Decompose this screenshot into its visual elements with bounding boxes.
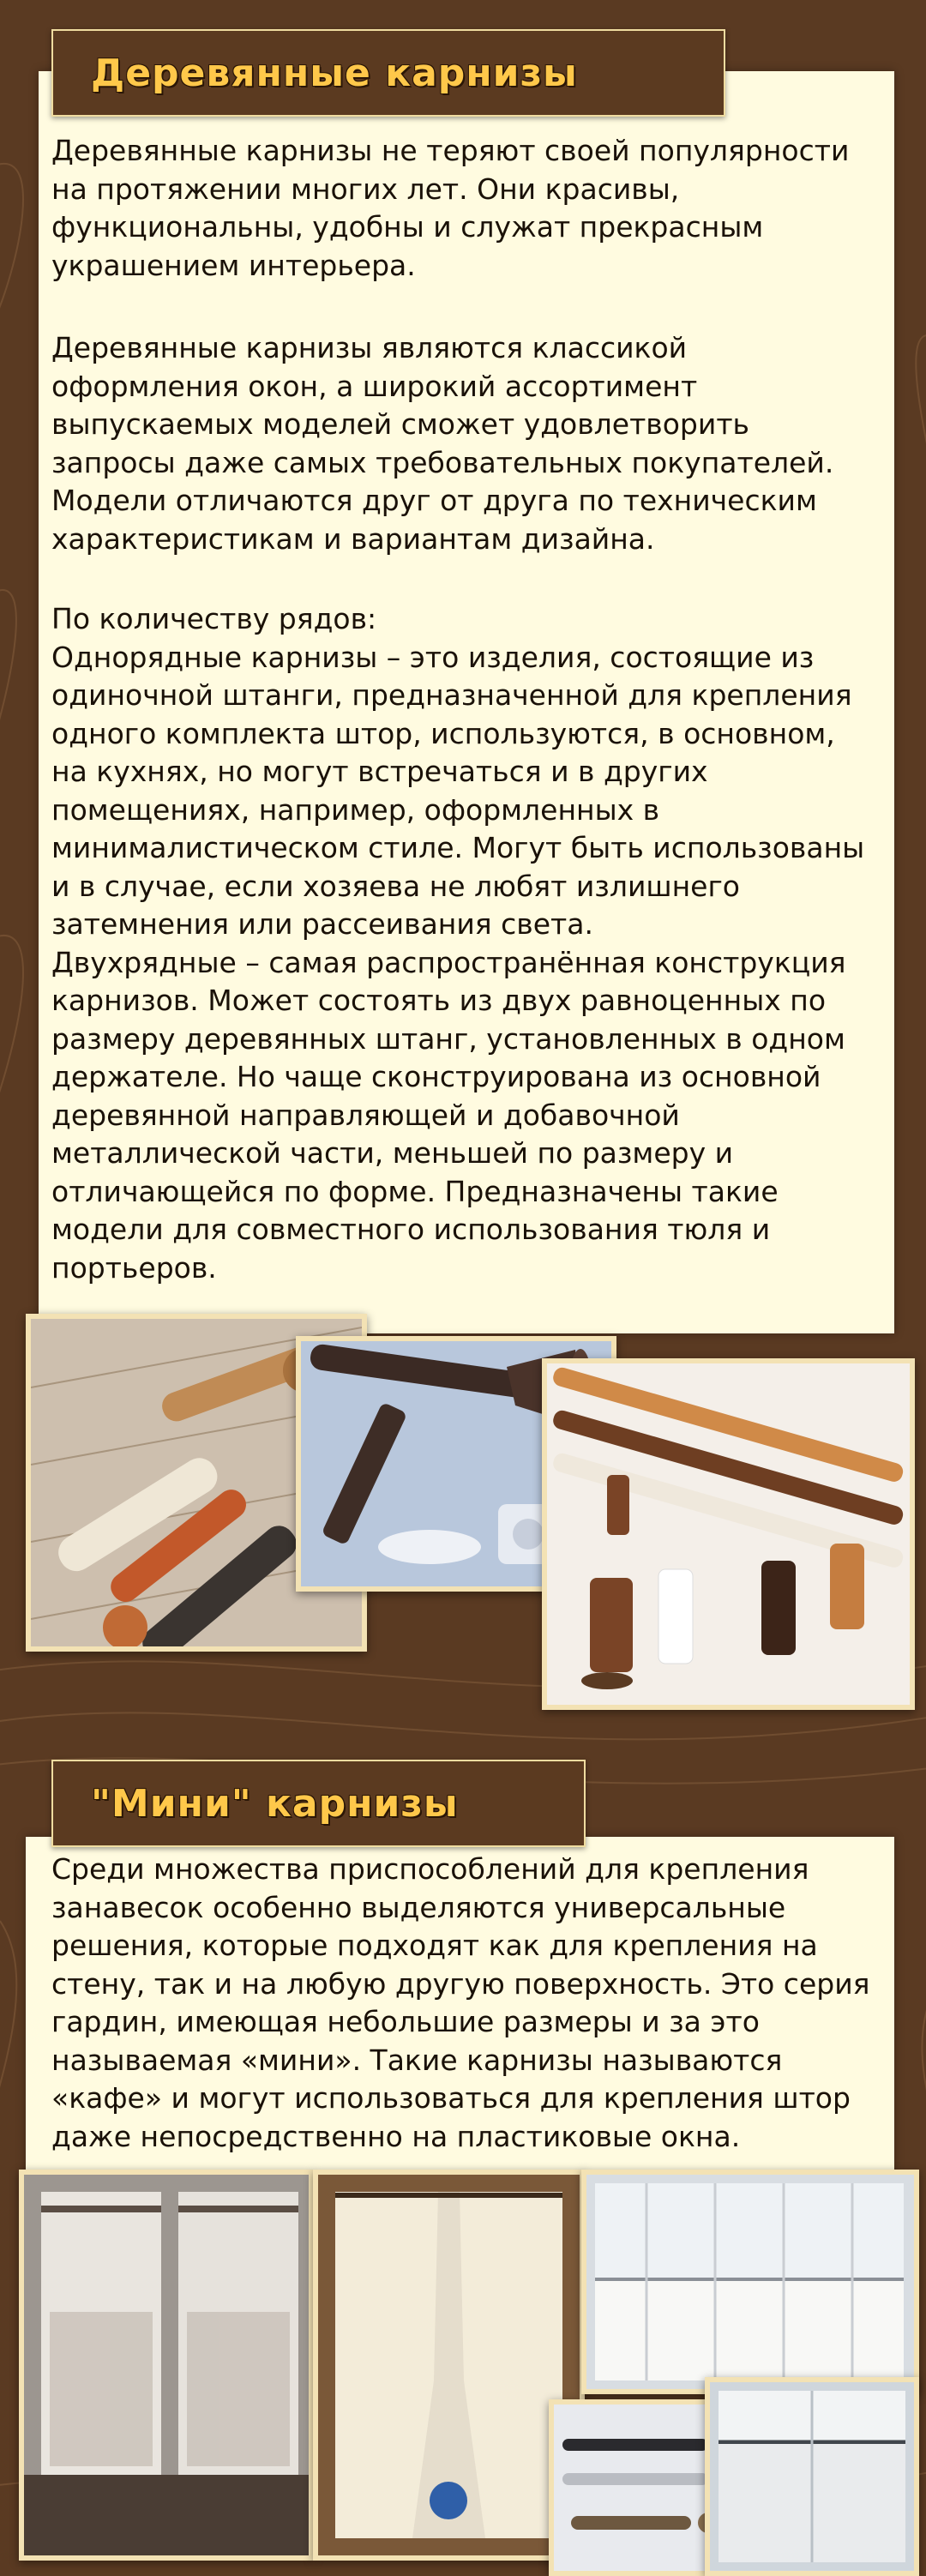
section-title: Деревянные карнизы — [91, 51, 578, 95]
mini-cornices-description: Среди множества приспособлений для крепления занавесок особенно выделяются универсальные решения, которые подходят как для крепления на стену, так и на любую другую поверхность. Это серия гардин, имеющая небольшие размеры и за это называемая «мини». Такие карнизы называются «кафе» и могут использоваться для крепления штор даже непосредственно на пластиковые окна. — [51, 1852, 870, 2153]
wooden-double-rods-photo — [542, 1358, 915, 1710]
wooden-cornices-classic: Деревянные карнизы являются классикой оформления окон, а широкий ассортимент выпускаемых моделей сможет удовлетворить запросы даже самых требовательных покупателей. Модели отличаются друг от друга по техническим характеристикам и вариантам дизайна. — [51, 331, 834, 556]
window-cafe-curtain-photo — [705, 2377, 919, 2576]
wooden-cornices-rows: По количеству рядов: Однорядные карнизы – это изделия, состоящие из одиночной штанги, предназначенной для крепления одного комплекта штор, используются, в основном, на кухнях, но могут встречаться и в других помещениях, например, оформленных в минималистическом стиле. Могут быть использованы и в случае, если хозяева не любят излишнего затемнения или рассеивания света. Двухрядные – самая распространённая конструкция карнизов. Может состоять из двух равноценных по размеру деревянных штанг, установленных в одном держателе. Но чаще сконструирована из основной деревянной направляющей и добавочной металлической части, меньшей по размеру и отличающейся по форме. Предназначены такие модели для совместного использования тюля и портьеров. — [51, 602, 865, 1285]
white-cafe-curtains-photo — [581, 2170, 919, 2394]
section-title: "Мини" карнизы — [91, 1781, 459, 1826]
wooden-cornices-title-box — [51, 29, 725, 117]
wooden-cornices-intro: Деревянные карнизы не теряют своей популярности на протяжении многих лет. Они красивы, функциональны, удобны и служат прекрасным украшением интерьера. — [51, 134, 850, 282]
lace-curtains-photo — [313, 2170, 585, 2561]
cafe-curtain-room-photo — [19, 2170, 314, 2561]
rod-brackets-photo — [549, 2399, 729, 2576]
mini-cornices-title-box — [51, 1760, 586, 1847]
